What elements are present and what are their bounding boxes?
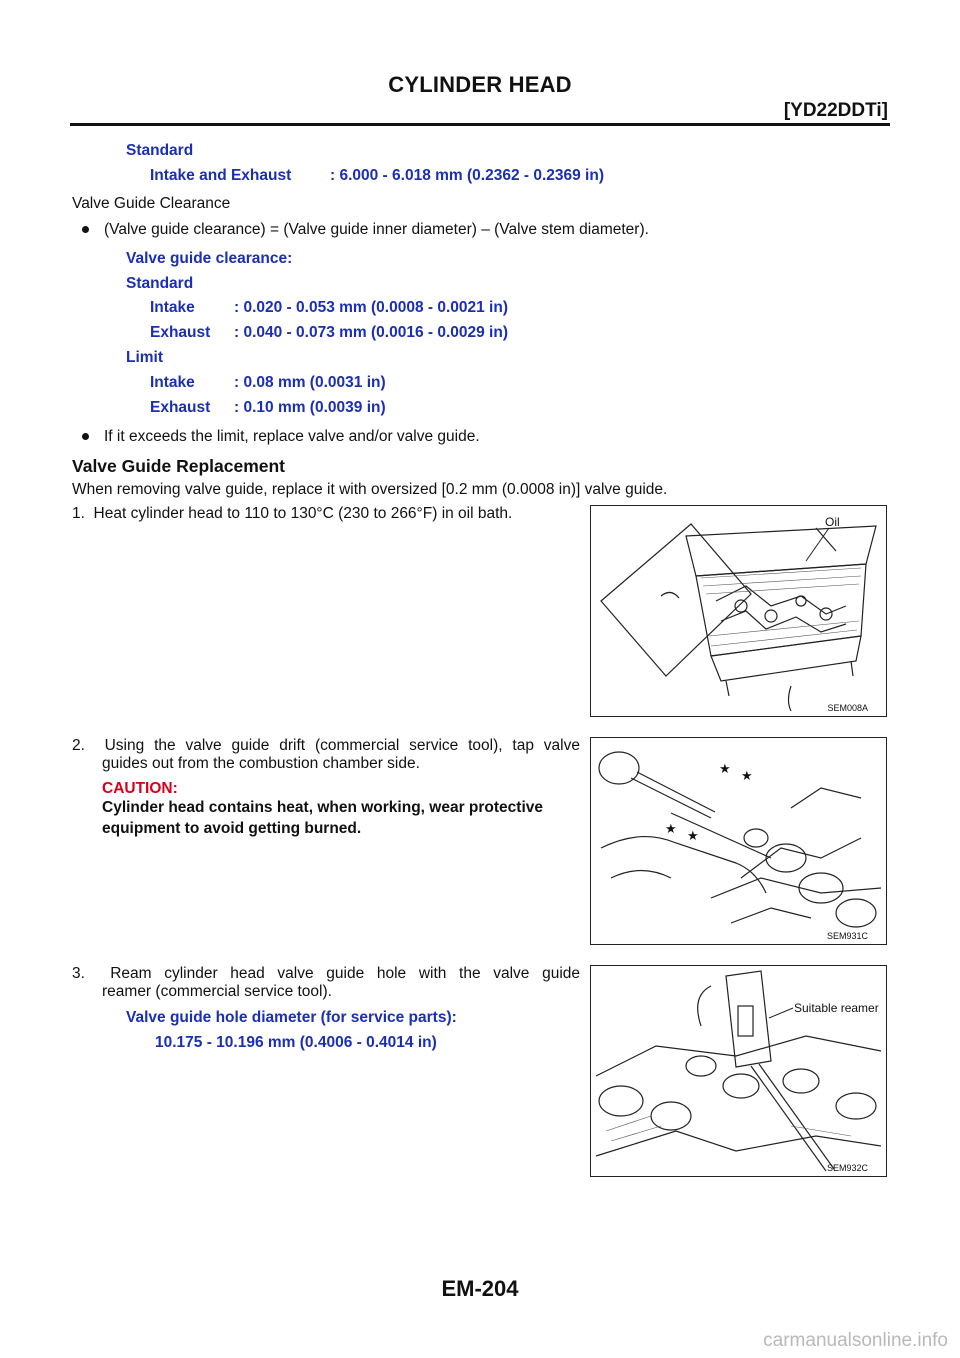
hole-spec-value: 10.175 - 10.196 mm (0.4006 - 0.4014 in) (155, 1034, 437, 1051)
figure-code-2: SEM931C (826, 931, 868, 941)
lim-intake-value: : 0.08 mm (0.0031 in) (234, 374, 386, 391)
oil-bath-illustration (591, 506, 886, 716)
svg-text:★: ★ (687, 829, 699, 844)
caution-label: CAUTION: (102, 780, 178, 797)
stem-spec-value: : 6.000 - 6.018 mm (0.2362 - 0.2369 in) (330, 167, 604, 184)
figure-guide-drift (590, 737, 887, 945)
site-watermark: carmanualsonline.info (763, 1330, 948, 1351)
figure-code-3: SEM932C (826, 1163, 868, 1173)
page-number: EM-204 (441, 1276, 519, 1301)
figure-code-1: SEM008A (827, 703, 868, 713)
header-divider (70, 123, 890, 126)
std-exhaust-value: : 0.040 - 0.073 mm (0.0016 - 0.0029 in) (234, 324, 508, 341)
svg-text:★: ★ (741, 769, 753, 784)
section-title-replacement: Valve Guide Replacement (72, 456, 286, 476)
clearance-spec-title: Valve guide clearance: (126, 250, 293, 267)
step-3-line-2: reamer (commercial service tool). (102, 983, 332, 1000)
limit-exceeded-note: If it exceeds the limit, replace valve and/or valve guide. (104, 428, 480, 445)
clearance-standard-label: Standard (126, 275, 194, 292)
step-3-line-1: 3. Ream cylinder head valve guide hole with the valve guide (72, 965, 580, 982)
clearance-heading: Valve Guide Clearance (72, 195, 231, 212)
reamer-illustration (591, 966, 886, 1176)
stem-standard-label: Standard (126, 142, 194, 159)
caution-line-1: Cylinder head contains heat, when working, wear protective (102, 799, 543, 816)
std-intake-value: : 0.020 - 0.053 mm (0.0008 - 0.0021 in) (234, 299, 508, 316)
figure-reamer (590, 965, 887, 1177)
engine-code: [YD22DDTi] (783, 100, 888, 121)
lim-intake-label: Intake (150, 374, 195, 391)
step-2-line-1: 2. Using the valve guide drift (commercial service tool), tap valve (72, 737, 580, 754)
caution-line-2: equipment to avoid getting burned. (102, 820, 362, 837)
page-title: CYLINDER HEAD (388, 72, 572, 97)
step-1: 1. Heat cylinder head to 110 to 130°C (230 to 266°F) in oil bath. (72, 505, 513, 522)
figure-oil-bath (590, 505, 887, 717)
lim-exhaust-label: Exhaust (150, 399, 211, 416)
clearance-formula: (Valve guide clearance) = (Valve guide inner diameter) – (Valve stem diameter). (104, 221, 649, 238)
oil-callout: Oil (825, 515, 840, 529)
replacement-intro: When removing valve guide, replace it with oversized [0.2 mm (0.0008 in)] valve guide. (72, 481, 668, 498)
stem-spec-label: Intake and Exhaust (150, 167, 292, 184)
hole-spec-title: Valve guide hole diameter (for service parts): (126, 1009, 457, 1026)
limit-label: Limit (126, 349, 164, 366)
std-exhaust-label: Exhaust (150, 324, 211, 341)
step-2-line-2: guides out from the combustion chamber side. (102, 755, 420, 772)
guide-drift-illustration (591, 738, 886, 944)
svg-text:★: ★ (665, 822, 677, 837)
svg-text:★: ★ (719, 762, 731, 777)
lim-exhaust-value: : 0.10 mm (0.0039 in) (234, 399, 386, 416)
reamer-callout: Suitable reamer (794, 1001, 879, 1015)
std-intake-label: Intake (150, 299, 195, 316)
